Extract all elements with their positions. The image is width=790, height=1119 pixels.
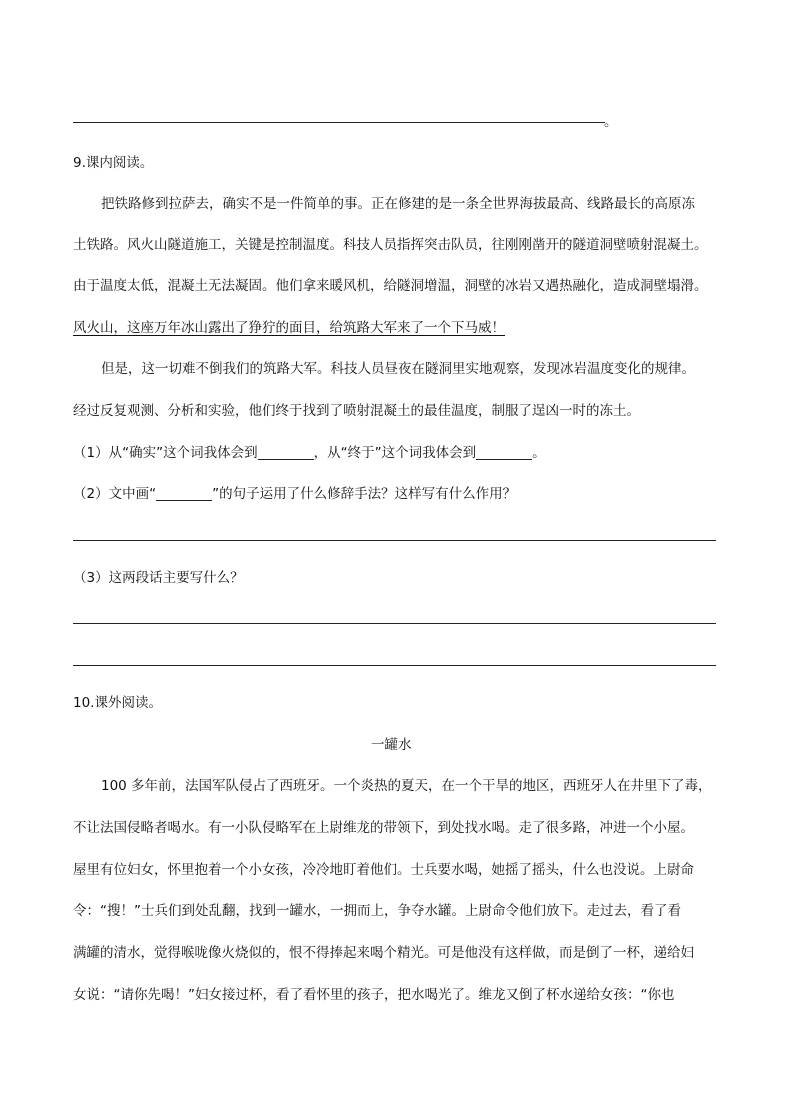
q9-sub1 bbox=[73, 441, 546, 461]
q10-line-1: 100 多年前，法国军队侵占了西班牙。一个炎热的夏天，在一个干旱的地区，西班牙人在井里下了毒， bbox=[101, 778, 712, 794]
q10-line-6: 女说：“请你先喝！”妇女接过杯，看了看怀里的孩子，把水喝光了。维龙又倒了杯水递给女孩：“你也 bbox=[73, 987, 675, 1003]
q9-heading: 9.课内阅读。 bbox=[73, 155, 154, 171]
q9-underlined-sentence: 风火山，这座万年冰山露出了狰狞的面目，给筑路大军来了一个下马威！ bbox=[73, 320, 505, 336]
q9-para2-line2: 经过反复观测、分析和实验，他们终于找到了喷射混凝土的最佳温度，制服了逞凶一时的冻土。 bbox=[73, 403, 640, 419]
q9-sub2-text-a: （2）文中画“ bbox=[73, 486, 157, 502]
q9-sub2-answer-line[interactable] bbox=[73, 540, 716, 541]
q9-sub1-blank-2[interactable] bbox=[476, 446, 532, 461]
q9-sub1-blank-1[interactable] bbox=[258, 446, 314, 461]
q9-para2-line1: 但是，这一切难不倒我们的筑路大军。科技人员昼夜在隧洞里实地观察，发现冰岩温度变化的规律。 bbox=[101, 361, 695, 377]
q9-sub2 bbox=[73, 482, 516, 502]
q9-sub2-blank bbox=[156, 487, 212, 502]
q9-para1-line2: 土铁路。风火山隧道施工，关键是控制温度。科技人员指挥突击队员，往刚刚凿开的隧道洞壁喷射混凝土。 bbox=[73, 237, 708, 253]
q10-heading: 10.课外阅读。 bbox=[73, 695, 162, 711]
answer-line-top[interactable] bbox=[73, 122, 605, 123]
q9-sub1-text-c: 。 bbox=[532, 445, 546, 461]
q9-sub3-answer-line-2[interactable] bbox=[73, 665, 716, 666]
answer-line-end-mark: 。 bbox=[604, 114, 618, 130]
q9-sub1-text-b: ，从“终于”这个词我体会到 bbox=[313, 445, 477, 461]
q9-sub1-text-a: （1）从“确实”这个词我体会到 bbox=[73, 445, 258, 461]
q9-para1-line3: 由于温度太低，混凝土无法凝固。他们拿来暖风机，给隧洞增温，洞壁的冰岩又遇热融化，造成洞壁塌滑。 bbox=[73, 278, 708, 294]
q10-line-4: 令：“搜！”士兵们到处乱翻，找到一罐水，一拥而上，争夺水罐。上尉命令他们放下。走过去，看了看 bbox=[73, 903, 681, 919]
q9-sub3-answer-line-1[interactable] bbox=[73, 623, 716, 624]
q10-passage-title: 一罐水 bbox=[371, 737, 412, 753]
q9-para1-line1: 把铁路修到拉萨去，确实不是一件简单的事。正在修建的是一条全世界海拔最高、线路最长的高原冻 bbox=[101, 196, 695, 212]
q9-sub2-text-b: ”的句子运用了什么修辞手法？这样写有什么作用？ bbox=[212, 486, 517, 502]
q9-sub3: （3）这两段话主要写什么？ bbox=[73, 570, 244, 586]
q10-line-3: 屋里有位妇女，怀里抱着一个小女孩，冷冷地盯着他们。士兵要水喝，她摇了摇头，什么也没说。上尉命 bbox=[73, 862, 694, 878]
q10-line-2: 不让法国侵略者喝水。有一小队侵略军在上尉维龙的带领下，到处找水喝。走了很多路，冲进一个小屋。 bbox=[73, 820, 694, 836]
q10-line-5: 满罐的清水，觉得喉咙像火烧似的，恨不得捧起来喝个精光。可是他没有这样做，而是倒了一杯，递给妇 bbox=[73, 945, 694, 961]
